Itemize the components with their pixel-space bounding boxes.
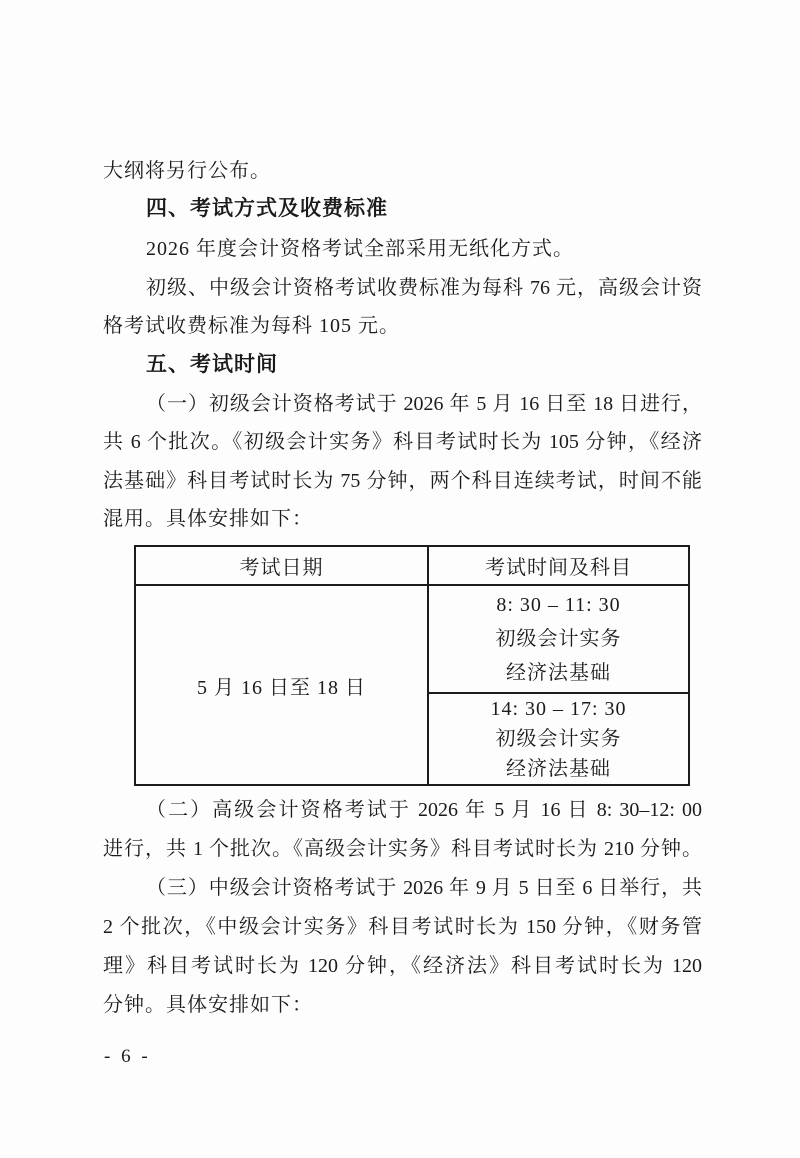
page-number: - 6 -: [104, 1046, 151, 1067]
section-heading-5: 五、考试时间: [146, 353, 278, 376]
session-subject: 经济法基础: [506, 758, 611, 780]
paragraph-line: 2 个批次，《中级会计实务》科目考试时长为 150 分钟，《财务管: [103, 916, 702, 938]
exam-date-cell: 5 月 16 日至 18 日: [135, 585, 428, 785]
paragraph-line: 初级、中级会计资格考试收费标准为每科 76 元，高级会计资: [146, 277, 702, 299]
session-subject: 初级会计实务: [495, 728, 622, 750]
session-subject: 初级会计实务: [495, 628, 622, 650]
paragraph-line: 进行，共 1 个批次。《高级会计实务》科目考试时长为 210 分钟。: [103, 838, 702, 860]
paragraph-line: 大纲将另行公布。: [103, 160, 271, 182]
paragraph-line: 格考试收费标准为每科 105 元。: [103, 315, 400, 337]
table-header-row: [135, 546, 689, 585]
paragraph-line: 分钟。具体安排如下：: [103, 994, 313, 1016]
afternoon-session-cell: [428, 693, 689, 785]
table-row: [135, 585, 689, 693]
paragraph-line: （三）中级会计资格考试于 2026 年 9 月 5 日至 6 日举行，共: [146, 877, 702, 899]
session-subject: 经济法基础: [506, 662, 611, 684]
paragraph-line: （二）高级会计资格考试于 2026 年 5 月 16 日 8: 30–12: 00: [146, 799, 702, 821]
header-exam-time-subject: 考试时间及科目: [428, 546, 689, 585]
paragraph-line: 法基础》科目考试时长为 75 分钟，两个科目连续考试，时间不能: [103, 470, 702, 492]
paragraph-line: （一）初级会计资格考试于 2026 年 5 月 16 日至 18 日进行，: [146, 393, 702, 415]
paragraph-line: 2026 年度会计资格考试全部采用无纸化方式。: [146, 238, 574, 260]
header-exam-date: 考试日期: [135, 546, 428, 585]
section-heading-4: 四、考试方式及收费标准: [146, 197, 388, 220]
paragraph-line: 混用。具体安排如下：: [103, 508, 313, 530]
paragraph-line: 共 6 个批次。《初级会计实务》科目考试时长为 105 分钟，《经济: [103, 431, 702, 453]
exam-schedule-table: [134, 545, 690, 786]
morning-session-cell: [428, 585, 689, 693]
paragraph-line: 理》科目考试时长为 120 分钟，《经济法》科目考试时长为 120: [103, 955, 702, 977]
session-time: 14: 30 – 17: 30: [490, 698, 627, 720]
session-time: 8: 30 – 11: 30: [496, 594, 621, 616]
